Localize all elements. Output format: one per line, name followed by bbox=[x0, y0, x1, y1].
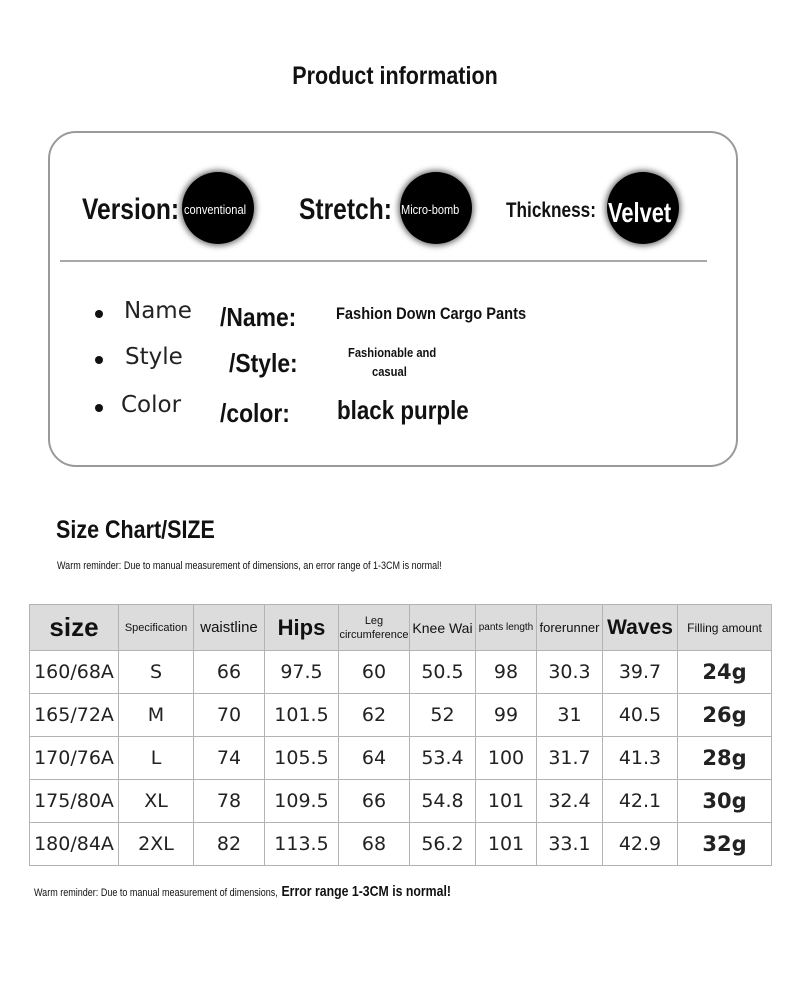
table-cell: 113.5 bbox=[265, 823, 339, 866]
size-table bbox=[29, 604, 772, 866]
table-cell: 30g bbox=[678, 780, 772, 823]
table-cell: 30.3 bbox=[537, 651, 603, 694]
table-cell: 64 bbox=[339, 737, 410, 780]
table-cell: 160/68A bbox=[30, 651, 119, 694]
table-cell: 101.5 bbox=[265, 694, 339, 737]
table-cell: 165/72A bbox=[30, 694, 119, 737]
reminder-bottom-small: Warm reminder: Due to manual measurement of dimensions, bbox=[34, 887, 278, 899]
table-cell: 98 bbox=[476, 651, 537, 694]
table-cell: 175/80A bbox=[30, 780, 119, 823]
table-cell: 39.7 bbox=[603, 651, 678, 694]
table-cell: 32g bbox=[678, 823, 772, 866]
header-waistline: waistline bbox=[194, 605, 265, 651]
table-cell: 28g bbox=[678, 737, 772, 780]
thickness-label: Thickness: bbox=[506, 199, 596, 222]
header-leg-line2: circumference bbox=[339, 628, 409, 641]
table-cell: 33.1 bbox=[537, 823, 603, 866]
table-cell: 31.7 bbox=[537, 737, 603, 780]
table-cell: 99 bbox=[476, 694, 537, 737]
name-label: Name bbox=[124, 298, 192, 324]
table-cell: 70 bbox=[194, 694, 265, 737]
stretch-label: Stretch: bbox=[299, 193, 392, 226]
style-slash-label: /Style: bbox=[229, 348, 298, 378]
table-cell: 24g bbox=[678, 651, 772, 694]
header-forerunner: forerunner bbox=[537, 605, 603, 651]
table-cell: 62 bbox=[339, 694, 410, 737]
bullet-style bbox=[95, 356, 103, 364]
table-cell: 109.5 bbox=[265, 780, 339, 823]
style-label: Style bbox=[125, 344, 183, 370]
table-cell: 66 bbox=[339, 780, 410, 823]
size-table-header bbox=[30, 605, 772, 651]
table-cell: 42.9 bbox=[603, 823, 678, 866]
reminder-bottom-large: Error range 1-3CM is normal! bbox=[281, 883, 451, 900]
table-cell: 31 bbox=[537, 694, 603, 737]
header-hips: Hips bbox=[265, 605, 339, 651]
table-cell: 78 bbox=[194, 780, 265, 823]
table-cell: 74 bbox=[194, 737, 265, 780]
table-cell: 2XL bbox=[119, 823, 194, 866]
table-row bbox=[30, 823, 772, 866]
table-cell: M bbox=[119, 694, 194, 737]
table-cell: 40.5 bbox=[603, 694, 678, 737]
table-cell: S bbox=[119, 651, 194, 694]
header-specification: Specification bbox=[119, 605, 194, 651]
table-cell: 101 bbox=[476, 780, 537, 823]
table-cell: 170/76A bbox=[30, 737, 119, 780]
color-value: black purple bbox=[337, 395, 469, 425]
table-cell: 101 bbox=[476, 823, 537, 866]
thickness-value: Velvet bbox=[608, 197, 672, 228]
color-slash-label: /color: bbox=[220, 398, 290, 428]
table-row bbox=[30, 694, 772, 737]
name-slash-label: /Name: bbox=[220, 302, 297, 332]
header-filling-amount: Filling amount bbox=[678, 605, 772, 651]
table-cell: 180/84A bbox=[30, 823, 119, 866]
table-cell: 100 bbox=[476, 737, 537, 780]
version-value: conventional bbox=[184, 202, 247, 217]
table-cell: 41.3 bbox=[603, 737, 678, 780]
table-cell: 60 bbox=[339, 651, 410, 694]
size-chart-reminder-top: Warm reminder: Due to manual measurement of dimensions, an error range of 1-3CM is normal! bbox=[57, 560, 442, 572]
table-cell: 52 bbox=[410, 694, 476, 737]
product-info-title: Product information bbox=[292, 62, 498, 90]
header-knee: Knee Wai bbox=[410, 605, 476, 651]
size-chart-reminder-bottom bbox=[34, 883, 451, 901]
table-cell: XL bbox=[119, 780, 194, 823]
style-value-line2: casual bbox=[372, 364, 407, 379]
style-value-line1: Fashionable and bbox=[348, 345, 437, 360]
table-row bbox=[30, 737, 772, 780]
header-leg-circumference bbox=[339, 605, 410, 651]
size-chart-title: Size Chart/SIZE bbox=[56, 516, 215, 544]
table-cell: 54.8 bbox=[410, 780, 476, 823]
bullet-name bbox=[95, 310, 103, 318]
name-value: Fashion Down Cargo Pants bbox=[336, 304, 527, 323]
table-cell: 53.4 bbox=[410, 737, 476, 780]
table-cell: 42.1 bbox=[603, 780, 678, 823]
bullet-color bbox=[95, 404, 103, 412]
color-label: Color bbox=[121, 392, 182, 418]
header-waves: Waves bbox=[603, 605, 678, 651]
table-row bbox=[30, 780, 772, 823]
version-label: Version: bbox=[82, 193, 180, 226]
card-divider bbox=[60, 260, 707, 262]
table-cell: 26g bbox=[678, 694, 772, 737]
header-size: size bbox=[30, 605, 119, 651]
table-cell: 66 bbox=[194, 651, 265, 694]
stretch-value: Micro-bomb bbox=[401, 202, 460, 217]
table-cell: L bbox=[119, 737, 194, 780]
table-cell: 56.2 bbox=[410, 823, 476, 866]
table-cell: 105.5 bbox=[265, 737, 339, 780]
table-cell: 68 bbox=[339, 823, 410, 866]
table-row bbox=[30, 651, 772, 694]
table-cell: 32.4 bbox=[537, 780, 603, 823]
header-pants-length: pants length bbox=[476, 605, 537, 651]
table-cell: 50.5 bbox=[410, 651, 476, 694]
table-cell: 97.5 bbox=[265, 651, 339, 694]
table-cell: 82 bbox=[194, 823, 265, 866]
header-leg-line1: Leg bbox=[364, 614, 384, 627]
